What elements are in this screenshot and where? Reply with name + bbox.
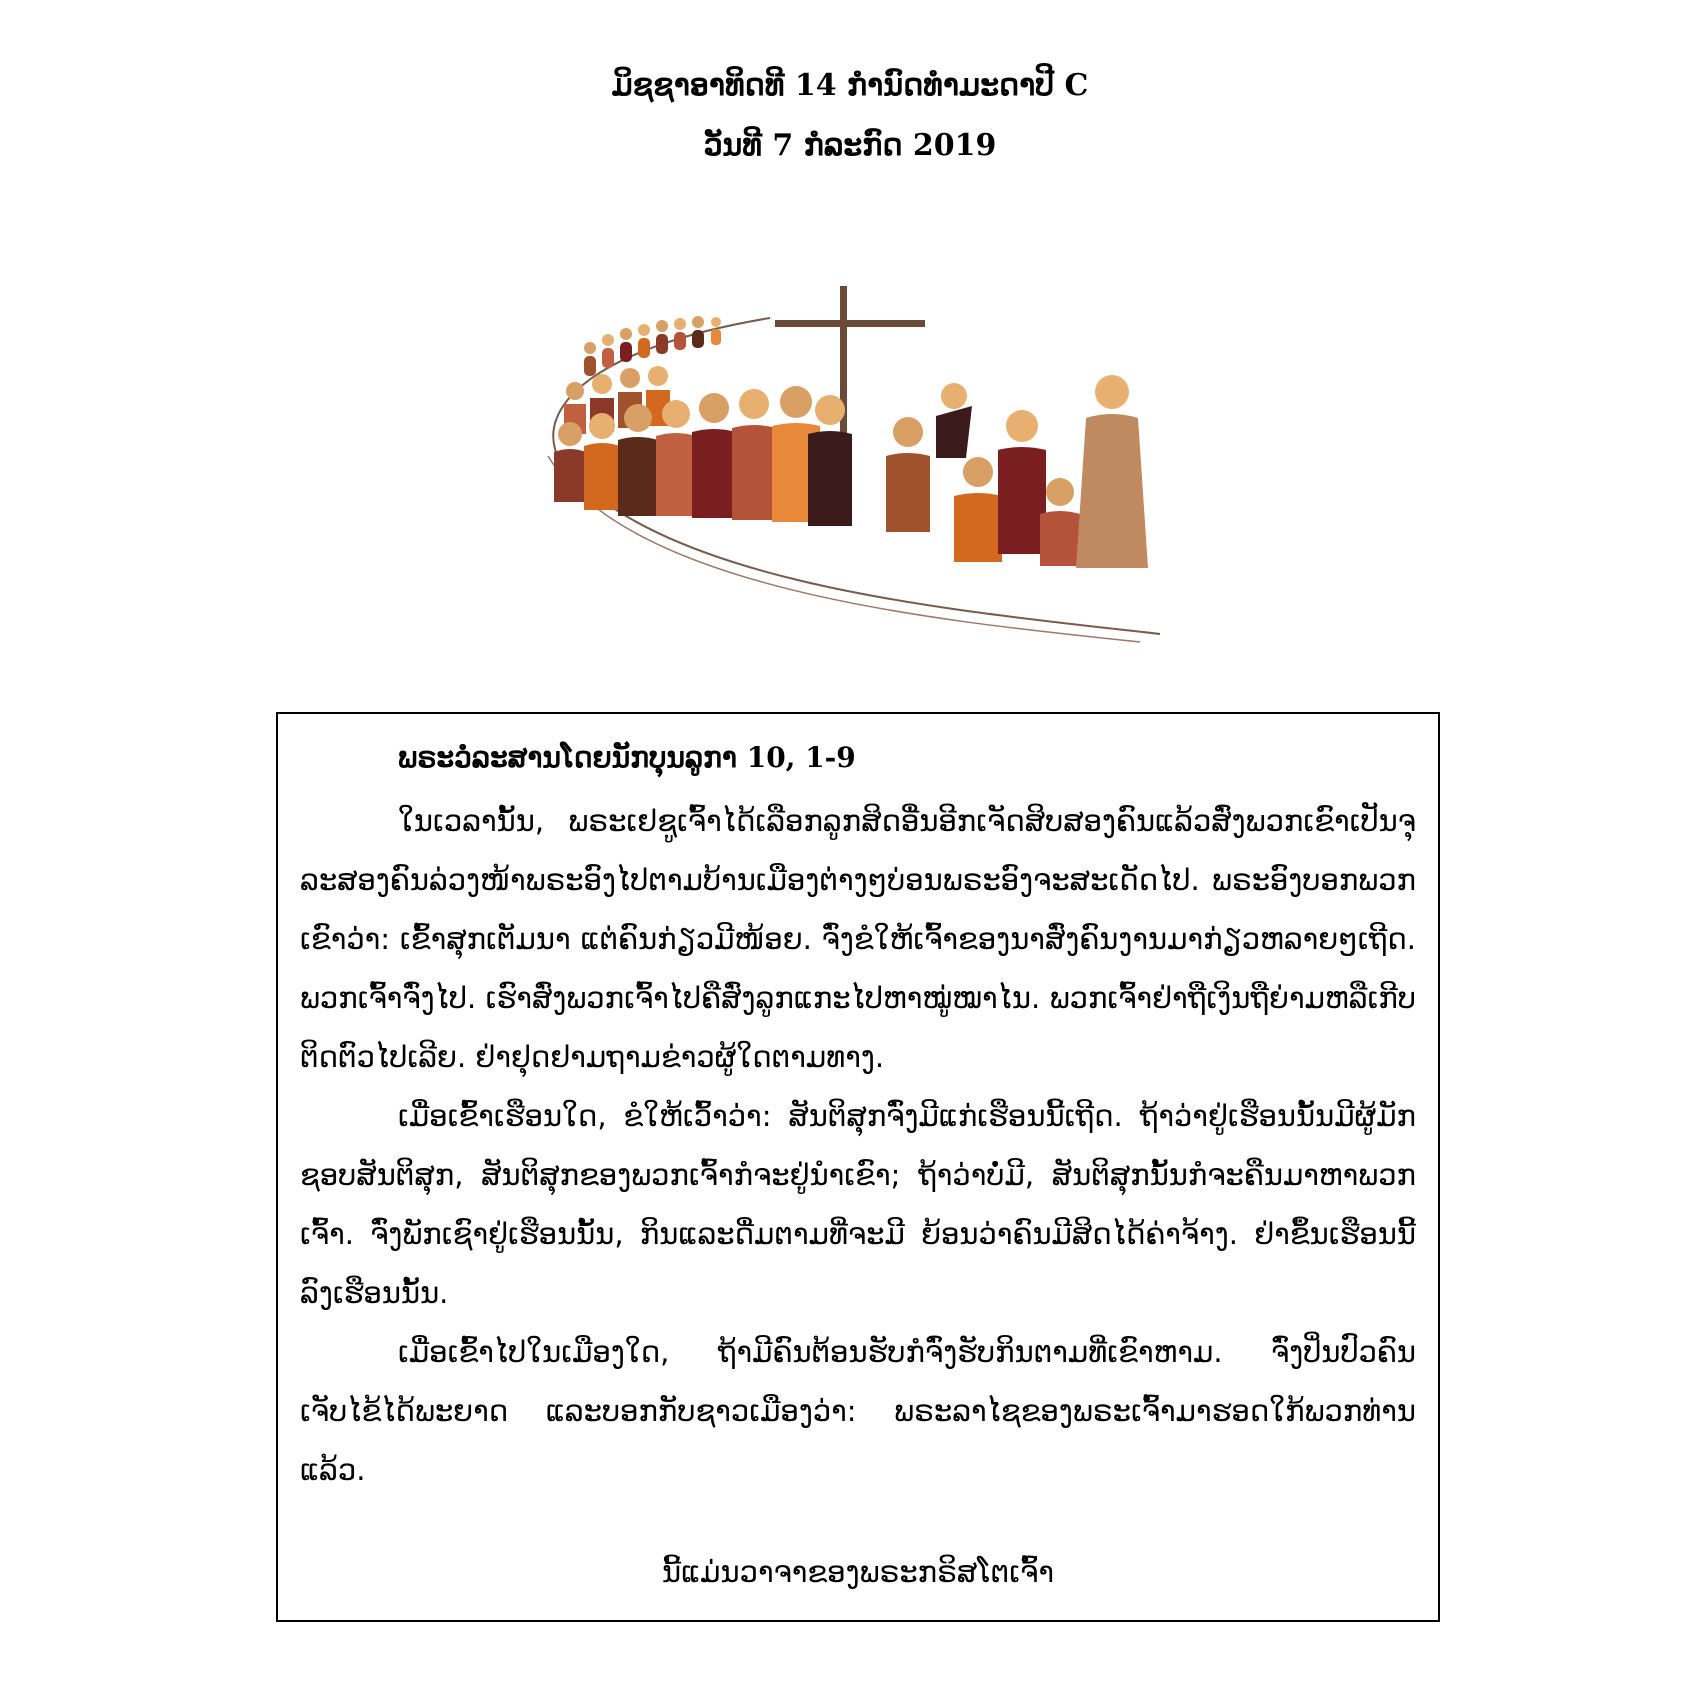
reading-title: ພຣະວໍລະສານໂດຍນັກບຸນລູກາ 10, 1-9 [398, 741, 856, 774]
mass-title: ມິຊຊາອາທິດທີ 14 ກໍານົດທໍາມະດາປີ C [611, 68, 1089, 103]
reading-body [300, 792, 1416, 1500]
gospel-reading-box [276, 712, 1440, 1622]
reading-paragraph: ເມື່ອເຂົ້າໄປໃນເມືອງໃດ, ຖ້າມີຄົນຕ້ອນຮັບກໍຈົ່ງຮັບກິນຕາມທີ່ເຂົາຫາມ. ຈົ່ງປິ່ນປົວຄົນເຈັບໄຂ້ໄດ້ພະຍາດ ແລະບອກກັບຊາວເມືອງວ່າ: ພຣະລາໄຊຂອງພຣະເຈົ້າມາຮອດໃກ້ພວກທ່ານແລ້ວ. [300, 1335, 1416, 1487]
reading-paragraph: ເມື່ອເຂົ້າເຮືອນໃດ, ຂໍໃຫ້ເວົ້າວ່າ: ສັນຕິສຸກຈົ່ງມີແກ່ເຮືອນນີ້ເຖີດ. ຖ້າວ່າຢູ່ເຮືອນນັ້ນມີຜູ້ມັກຊອບສັນຕິສຸກ, ສັນຕິສຸກຂອງພວກເຈົ້າກໍຈະຢູ່ນໍາເຂົາ; ຖ້າວ່າບໍ່ມີ, ສັນຕິສຸກນັ້ນກໍຈະຄືນມາຫາພວກເຈົ້າ. ຈົ່ງພັກເຊົາຢູ່ເຮືອນນັ້ນ, ກິນແລະດື່ມຕາມທີ່ຈະມີ ຍ້ອນວ່າຄົນມີສິດໄດ້ຄ່າຈ້າງ. ຢ່າຂຶ້ນເຮືອນນີ້ລົງເຮືອນນັ້ນ. [300, 1099, 1416, 1310]
reading-paragraph: ໃນເວລານັ້ນ, ພຣະເຢຊູເຈົ້າໄດ້ເລືອກລູກສິດອື່ນອີກເຈັດສິບສອງຄົນແລ້ວສົ່ງພວກເຂົາເປັນຈຸລະສອງຄົນລ່ວງໜ້າພຣະອົງໄປຕາມບ້ານເມືອງຕ່າງໆບ່ອນພຣະອົງຈະສະເດັດໄປ. ພຣະອົງບອກພວກເຂົາວ່າ: ເຂົ້າສຸກເຕັມນາ ແຕ່ຄົນກ່ຽວມີໜ້ອຍ. ຈົ່ງຂໍໃຫ້ເຈົ້າຂອງນາສົ່ງຄົນງານມາກ່ຽວຫລາຍໆເຖີດ. ພວກເຈົ້າຈົ່ງໄປ. ເຮົາສົ່ງພວກເຈົ້າໄປຄືສົ່ງລູກແກະໄປຫາໝູ່ໝາໄນ. ພວກເຈົ້າຢ່າຖືເງິນຖືຍ່າມຫລືເກີບຕິດຕົວໄປເລີຍ. ຢ່າຢຸດຢາມຖາມຂ່າວຜູ້ໃດຕາມທາງ. [300, 804, 1416, 1074]
mass-date: ວັນທີ 7 ກໍລະກົດ 2019 [703, 128, 997, 163]
closing-acclamation: ນີ້ແມ່ນວາຈາຂອງພຣະກຣິສໂຕເຈົ້າ [662, 1555, 1054, 1589]
procession-illustration [540, 286, 1170, 644]
